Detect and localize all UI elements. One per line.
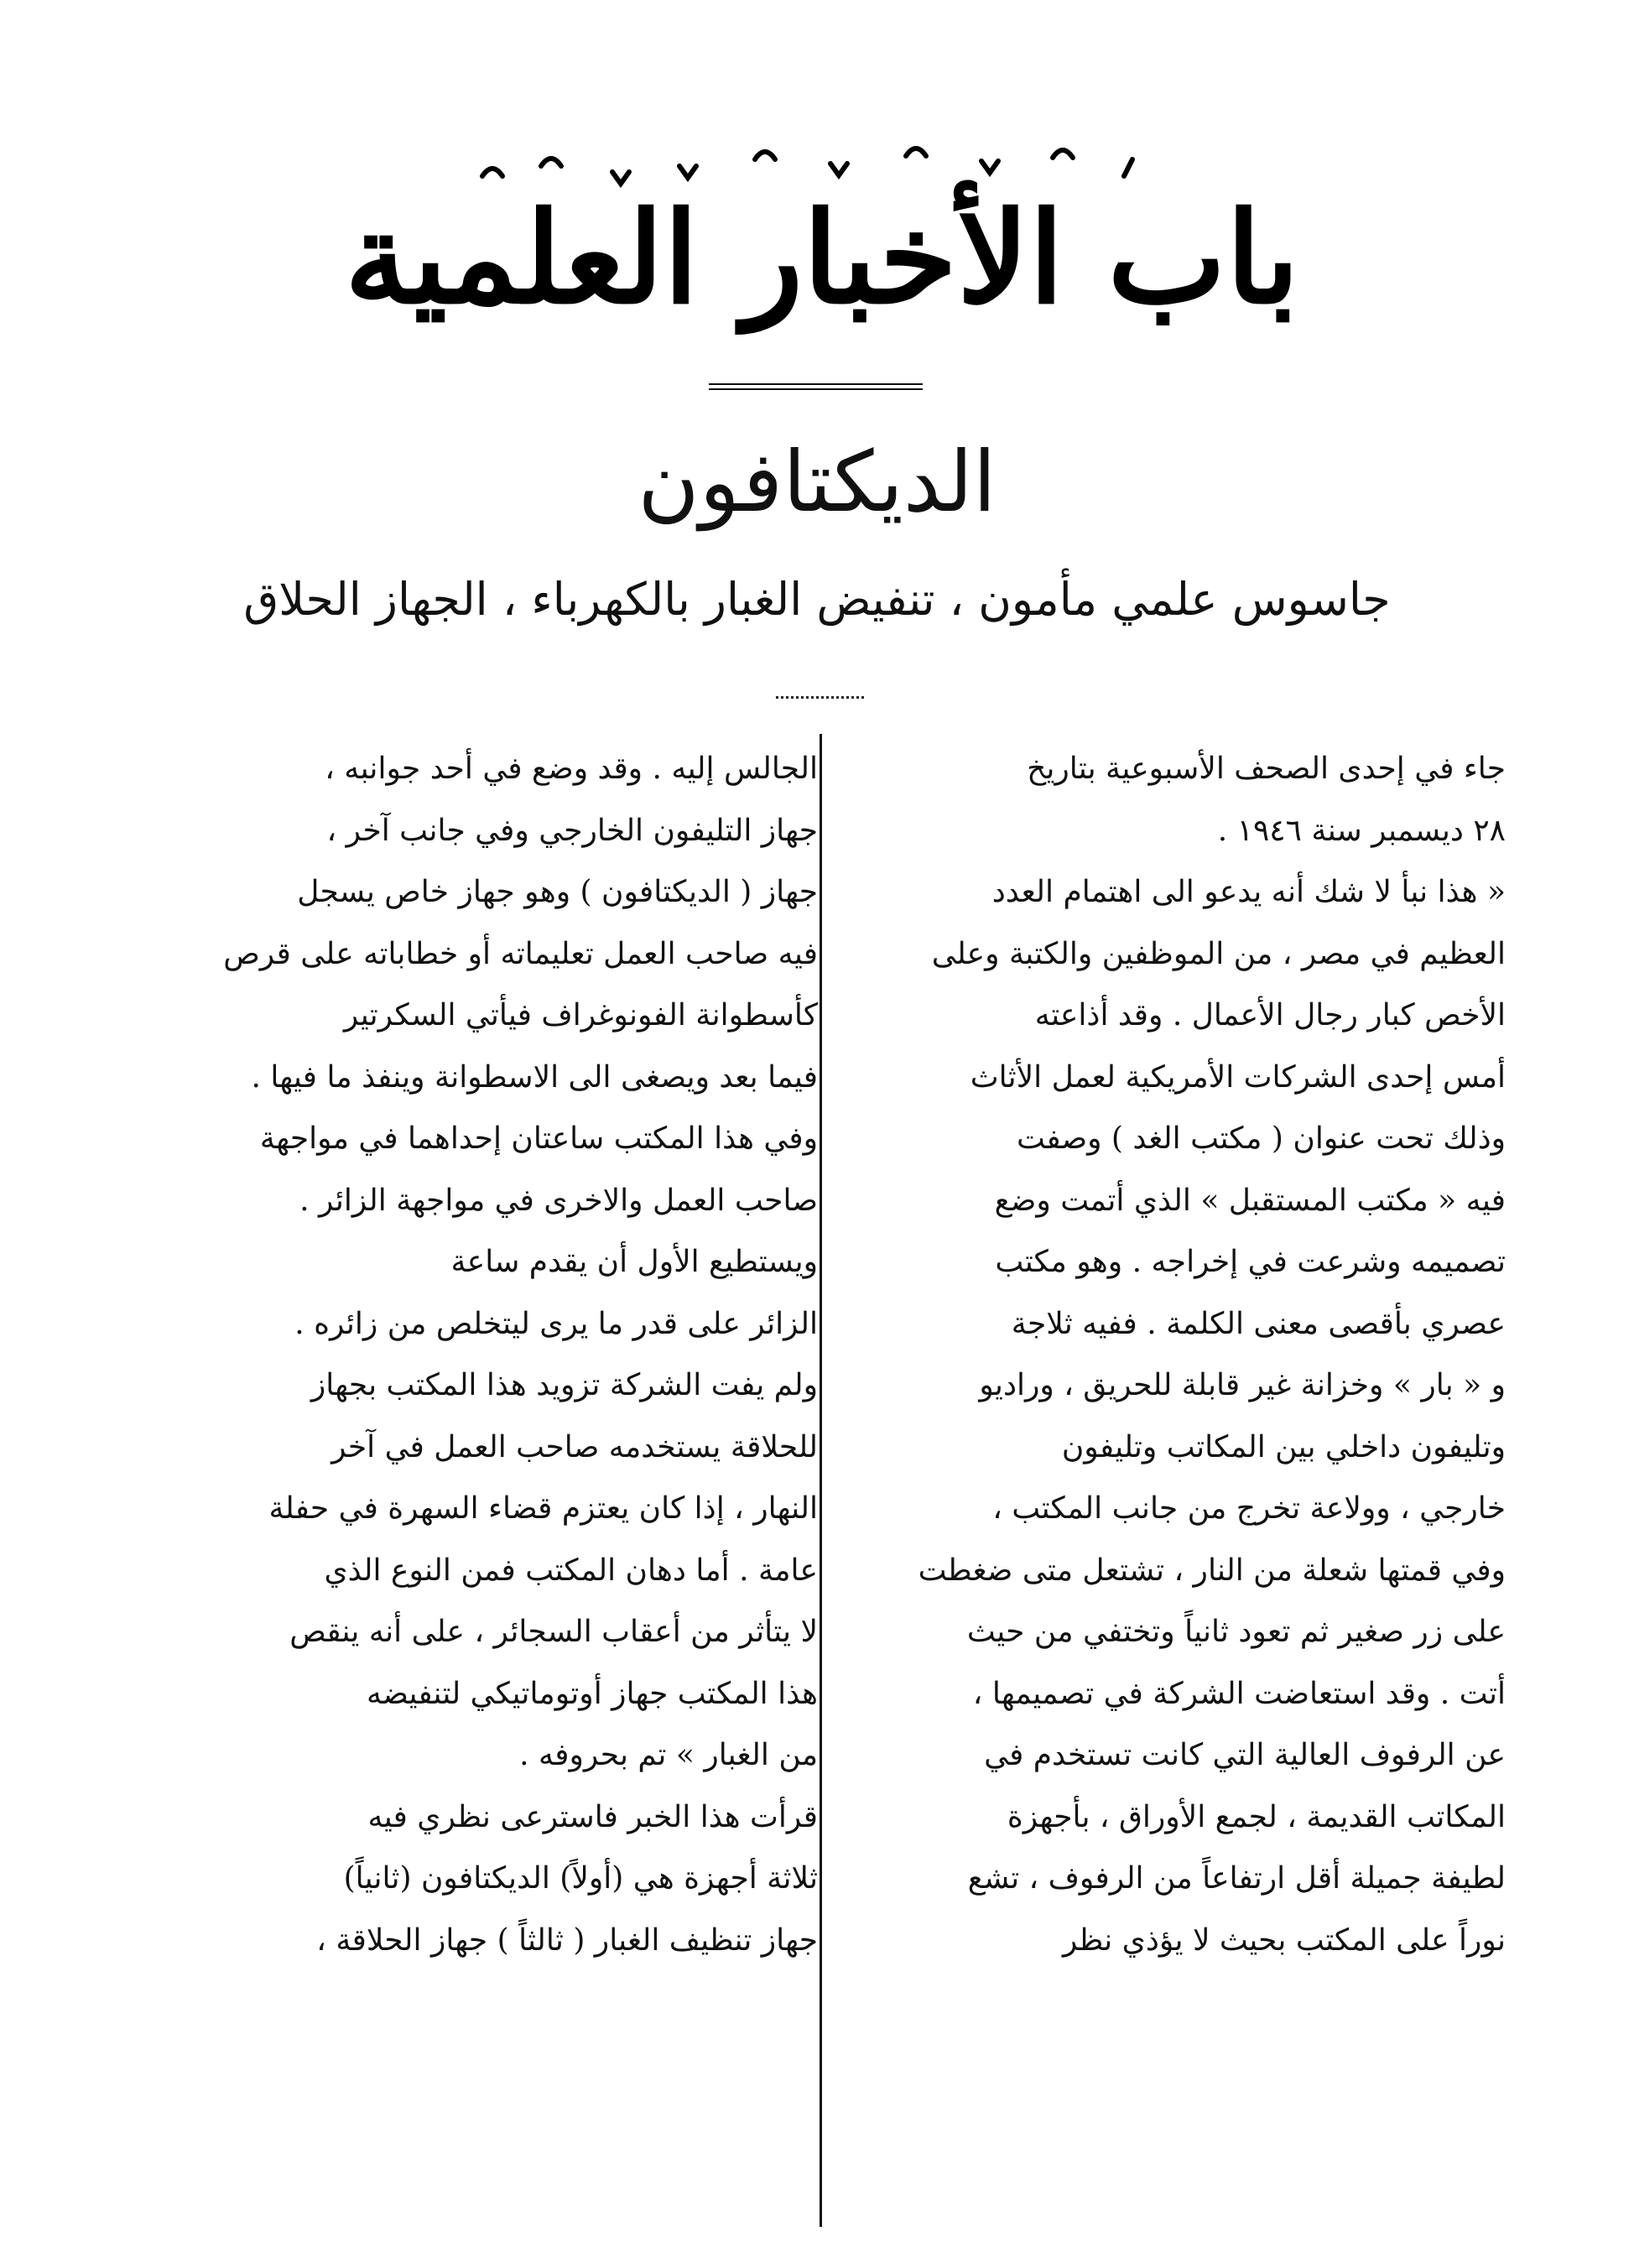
column-left-line: الزائر على قدر ما يرى ليتخلص من زائره . — [294, 1306, 818, 1341]
column-right-line: « هذا نبأ لا شك أنه يدعو الى اهتمام العدد — [991, 875, 1506, 909]
column-right-line: تصميمه وشرعت في إخراجه . وهو مكتب — [995, 1245, 1506, 1279]
column-left-line: فيما بعد ويصغى الى الاسطوانة وينفذ ما فيها . — [251, 1059, 818, 1095]
column-right-line: وفي قمتها شعلة من النار ، تشتعل متى ضغطت — [918, 1553, 1506, 1588]
masthead-rule — [709, 383, 923, 385]
column-right-line: عصري بأقصى معنى الكلمة . ففيه ثلاجة — [1011, 1306, 1506, 1341]
column-right-line: أمس إحدى الشركات الأمريكية لعمل الأثاث — [970, 1059, 1506, 1095]
column-left-line: وفي هذا المكتب ساعتان إحداهما في مواجهة — [259, 1121, 818, 1156]
article-headline: الديكتافون — [637, 433, 997, 531]
column-left-line: هذا المكتب جهاز أوتوماتيكي لتنفيضه — [366, 1676, 818, 1711]
column-left-line: الجالس إليه . وقد وضع في أحد جوانبه ، — [325, 752, 818, 786]
column-left — [151, 738, 818, 1971]
column-left-line: ويستطيع الأول أن يقدم ساعة — [450, 1245, 818, 1279]
column-divider — [820, 734, 822, 2227]
masthead-title: باب الأخبار العلمية — [344, 185, 1300, 332]
column-right-line: الأخص كبار رجال الأعمال . وقد أذاعته — [1034, 998, 1506, 1033]
subtitle-divider — [776, 696, 864, 699]
masthead-rule-second — [709, 388, 923, 390]
column-right-line: عن الرفوف العالية التي كانت تستخدم في — [984, 1738, 1506, 1772]
column-right-line: ٢٨ ديسمبر سنة ١٩٤٦ . — [1217, 813, 1506, 848]
column-left-line: كأسطوانة الفونوغراف فيأتي السكرتير — [343, 998, 818, 1033]
column-right-line: لطيفة جميلة أقل ارتفاعاً من الرفوف ، تشع — [967, 1861, 1506, 1896]
column-right-line: فيه « مكتب المستقبل » الذي أتمت وضع — [994, 1183, 1506, 1218]
column-left-line: قرأت هذا الخبر فاسترعى نظري فيه — [367, 1799, 818, 1834]
column-left-line: النهار ، إذا كان يعتزم قضاء السهرة في حفلة — [268, 1491, 818, 1526]
column-left-line: عامة . أما دهان المكتب فمن النوع الذي — [324, 1553, 818, 1588]
column-left-line: جهاز التليفون الخارجي وفي جانب آخر ، — [326, 813, 818, 848]
article-subtitle: جاسوس علمي مأمون ، تنفيض الغبار بالكهرباء ، الجهاز الحلاق — [243, 573, 1391, 626]
column-right — [839, 738, 1506, 1971]
column-right-line: أتت . وقد استعاضت الشركة في تصميمها ، — [972, 1676, 1506, 1711]
column-right-line: جاء في إحدى الصحف الأسبوعية بتاريخ — [1027, 752, 1506, 786]
column-left-line: جهاز تنظيف الغبار ( ثالثاً ) جهاز الحلاقة ، — [316, 1922, 818, 1958]
column-right-line: خارجي ، وولاعة تخرج من جانب المكتب ، — [992, 1491, 1506, 1526]
column-right-line: العظيم في مصر ، من الموظفين والكتبة وعلى — [931, 936, 1506, 971]
column-left-line: للحلاقة يستخدمه صاحب العمل في آخر — [331, 1429, 818, 1464]
column-right-line: نوراً على المكتب بحيث لا يؤذي نظر — [1062, 1922, 1506, 1958]
column-left-line: صاحب العمل والاخرى في مواجهة الزائر . — [299, 1183, 818, 1218]
column-left-line: ثلاثة أجهزة هي (أولاً) الديكتافون (ثانياً) — [343, 1861, 818, 1896]
masthead-ornament — [482, 148, 1132, 184]
column-left-line: لا يتأثر من أعقاب السجائر ، على أنه ينقص — [289, 1615, 818, 1649]
column-right-line: المكاتب القديمة ، لجمع الأوراق ، بأجهزة — [1007, 1799, 1506, 1834]
column-right-line: و « بار » وخزانة غير قابلة للحريق ، وراديو — [979, 1368, 1506, 1402]
column-left-line: من الغبار » تم بحروفه . — [519, 1738, 818, 1772]
column-left-line: جهاز ( الديكتافون ) وهو جهاز خاص يسجل — [297, 875, 818, 909]
masthead-calligraphy — [344, 126, 1300, 377]
column-left-line: ولم يفت الشركة تزويد هذا المكتب بجهاز — [310, 1368, 818, 1402]
column-right-line: على زر صغير ثم تعود ثانياً وتختفي من حيث — [966, 1615, 1506, 1649]
masthead — [344, 126, 1300, 377]
column-left-line: فيه صاحب العمل تعليماته أو خطاباته على قرص — [223, 936, 818, 971]
column-right-line: وتليفون داخلي بين المكاتب وتليفون — [1061, 1429, 1506, 1464]
column-right-line: وذلك تحت عنوان ( مكتب الغد ) وصفت — [1016, 1121, 1506, 1156]
